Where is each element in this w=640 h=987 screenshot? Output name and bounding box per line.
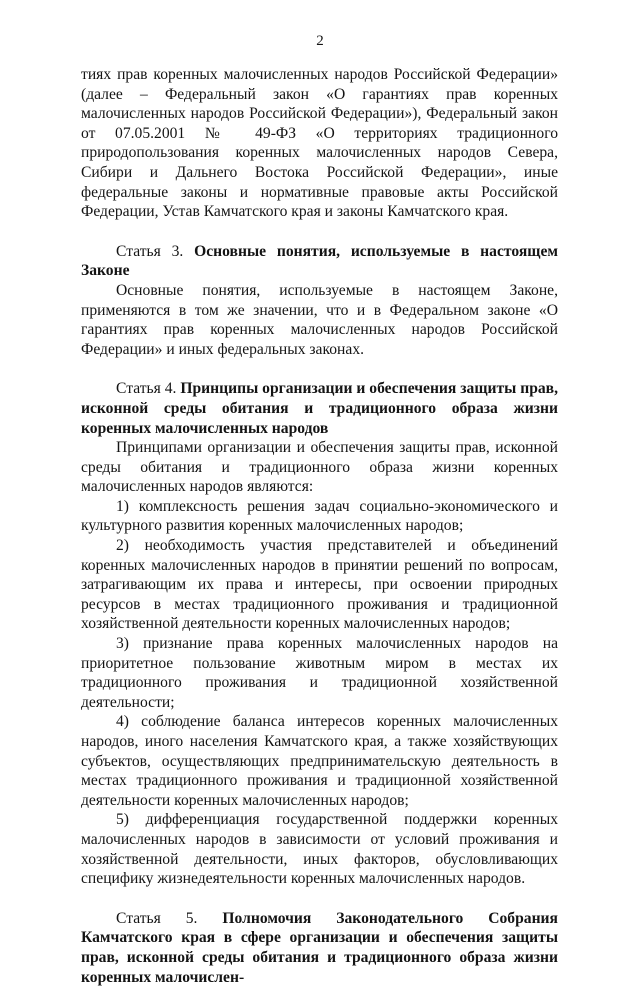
article-4-item: 5) дифференциация государственной поддержки коренных малочисленных народов в зависимости от условий проживания и хозяйственной деятельности, иных факторов, обусловливающих специфику жизнедеятельности коренных малочисленных народов. <box>81 811 558 888</box>
intro-paragraph: тиях прав коренных малочисленных народов Российской Федерации» (далее – Федеральный закон «О гарантиях прав коренных малочисленных народов Российской Федерации»), Федеральный закон от 07.05.2001 № 49-ФЗ «О территориях традиционного природопользования коренных малочисленных народов Севера, Сибири и Дальнего Востока Российской Федерации», иные федеральные законы и нормативные правовые акты Российской Федерации, Устав Камчатского края и законы Камчатского края. <box>81 66 558 221</box>
article-3-text: Основные понятия, используемые в настоящем Законе, применяются в том же значении, что и в Федеральном законе «О гарантиях прав коренных малочисленных народов Российской Федерации» и иных федеральных законах. <box>81 281 558 358</box>
article-5-number: Статья 5. <box>116 909 198 927</box>
article-4-item: 3) признание права коренных малочисленных народов на приоритетное пользование животным миром в местах их традиционного проживания и традиционной хозяйственной деятельности; <box>81 635 558 711</box>
article-3-number: Статья 3. <box>116 242 184 260</box>
article-4-item: 1) комплексность решения задач социально-экономического и культурного развития коренных малочисленных народов; <box>81 497 558 535</box>
article-5-heading <box>81 909 558 987</box>
article-4-item: 4) соблюдение баланса интересов коренных малочисленных народов, иного населения Камчатского края, а также хозяйствующих субъектов, осуществляющих предпринимательскую деятельность в местах традиционного проживания и традиционной хозяйственной деятельности коренных малочисленных народов; <box>81 713 558 809</box>
article-3-title: Основные понятия, используемые в настоящем Законе <box>81 242 558 280</box>
article-4-number: Статья 4. <box>116 380 177 398</box>
article-4-title: Принципы организации и обеспечения защиты прав, исконной среды обитания и традиционного образа жизни коренных малочисленных народов <box>81 380 558 437</box>
page-number: 2 <box>316 33 324 49</box>
article-4-item: 2) необходимость участия представителей и объединений коренных малочисленных народов в принятии решений по вопросам, затрагивающим их права и интересы, при освоении природных ресурсов в местах традиционного проживания и традиционной хозяйственной деятельности коренных малочисленных народов; <box>81 537 558 633</box>
document-body <box>81 65 558 987</box>
article-4-heading <box>81 379 558 438</box>
article-4-lead: Принципами организации и обеспечения защиты прав, исконной среды обитания и традиционного образа жизни коренных малочисленных народов являются: <box>81 439 558 496</box>
article-5-title: Полномочия Законодательного Собрания Камчатского края в сфере организации и обеспечения защиты прав, исконной среды обитания и традиционного образа жизни коренных малочислен- <box>81 909 558 986</box>
article-3-heading <box>81 242 558 281</box>
